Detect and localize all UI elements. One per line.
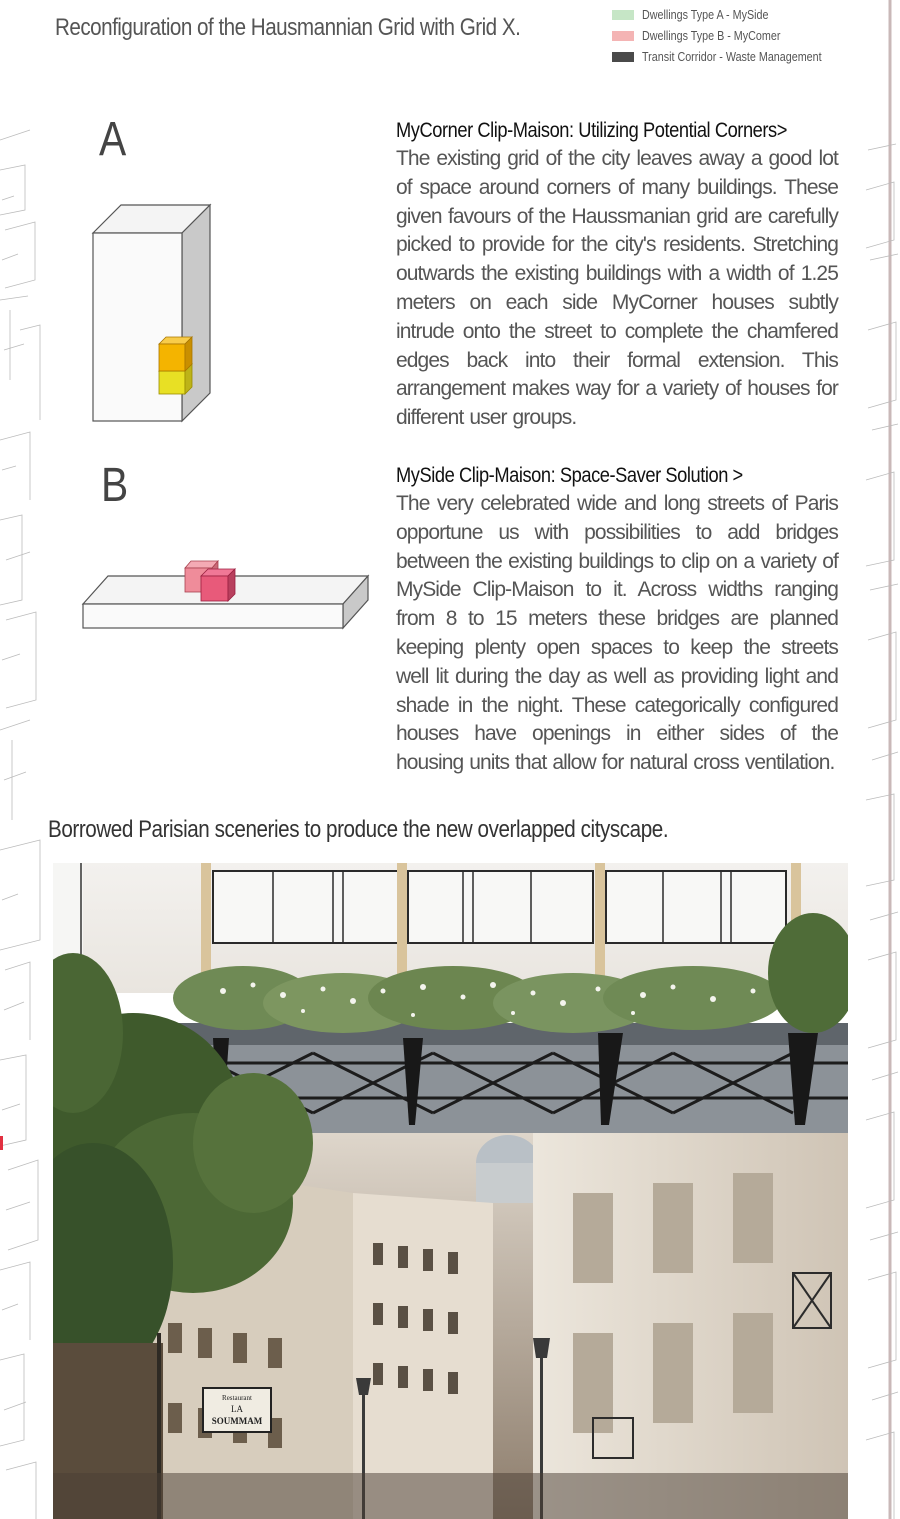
section-a-text bbox=[396, 117, 838, 433]
section-b-heading: MySide Clip-Maison: Space-Saver Solution > bbox=[396, 464, 743, 487]
legend-swatch-transit bbox=[612, 52, 634, 62]
section-b-text bbox=[396, 462, 838, 778]
shop-sign-line1: Restaurant bbox=[222, 1394, 252, 1402]
parisian-street-collage bbox=[53, 863, 848, 1519]
legend-label-type-b: Dwellings Type B - MyComer bbox=[642, 28, 781, 43]
cube-top-front bbox=[159, 344, 185, 371]
section-b-letter: B bbox=[101, 459, 129, 512]
section-b-body: The very celebrated wide and long streets of Paris opportune us with possibilities to add bridges between the existing buildings to clip on a variety of MySide Clip-Maison to it. Across widths ranging from 8 to 15 meters these bridges are planned keeping plenty open spaces to keep the streets well lit during the day as well as providing light and shade in the night. These categorically configured houses have openings in either sides of the housing units that allow for natural cross ventilation. bbox=[396, 492, 838, 775]
cube-bottom-front bbox=[159, 371, 185, 394]
legend-item-transit bbox=[612, 46, 851, 67]
section-a-heading: MyCorner Clip-Maison: Utilizing Potential Corners> bbox=[396, 119, 787, 142]
right-sketch-border bbox=[860, 0, 900, 1519]
shop-sign-line3: SOUMMAM bbox=[211, 1416, 263, 1426]
legend bbox=[612, 4, 851, 67]
section-a-letter: A bbox=[99, 113, 127, 166]
legend-item-type-a bbox=[612, 4, 851, 25]
shop-sign-line2: LA bbox=[231, 1404, 243, 1414]
collage-illustration bbox=[53, 863, 848, 1519]
page-title: Reconfiguration of the Hausmannian Grid with Grid X. bbox=[55, 14, 521, 41]
legend-swatch-type-b bbox=[612, 31, 634, 41]
legend-label-type-a: Dwellings Type A - MySide bbox=[642, 7, 769, 22]
legend-swatch-type-a bbox=[612, 10, 634, 20]
legend-label-transit: Transit Corridor - Waste Management bbox=[642, 49, 822, 64]
left-sketch-border bbox=[0, 0, 42, 1519]
legend-item-type-b bbox=[612, 25, 851, 46]
section-b-bridge-diagram bbox=[80, 556, 372, 636]
section-a-body: The existing grid of the city leaves away a good lot of space around corners of many buildings. These given favours of the Haussmanian grid are carefully picked to provide for the city's residents. Stretching outwards the existing buildings with a width of 1.25 meters on each side MyCorner houses subtly intrude onto the street to complete the chamfered edges back into their formal extension. This arrangement makes way for a variety of houses for different user groups. bbox=[396, 147, 838, 430]
cube-front-front bbox=[201, 576, 228, 601]
photo-caption: Borrowed Parisian sceneries to produce the new overlapped cityscape. bbox=[48, 816, 669, 843]
section-a-tower-diagram bbox=[88, 200, 218, 426]
